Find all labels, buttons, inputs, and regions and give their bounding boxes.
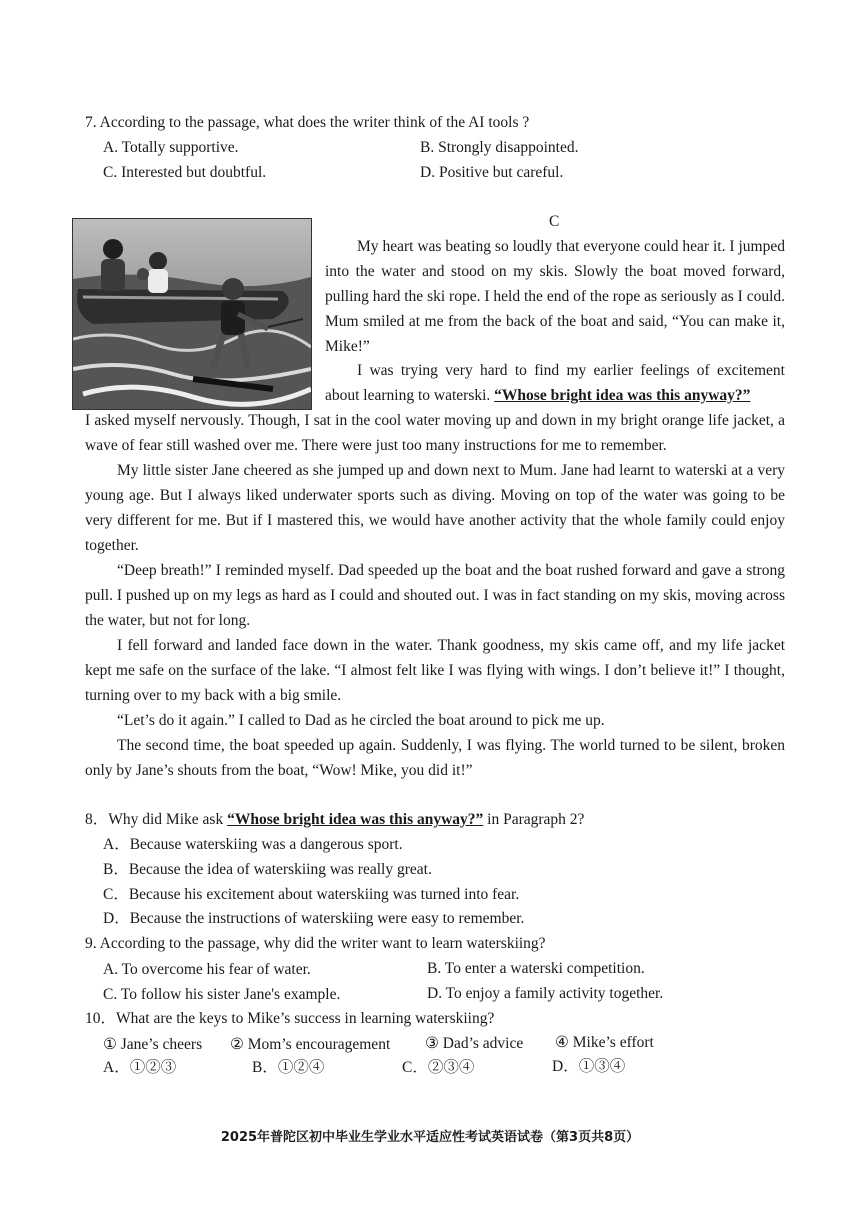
paragraph-2-text: I was trying very hard to find my earlier feelings of excitement about learning to waterski.	[325, 362, 785, 404]
q8-option-c: C．Because his excitement about waterskiing was turned into fear.	[103, 886, 520, 903]
q8-option-a: A．Because waterskiing was a dangerous sport.	[103, 836, 403, 853]
question-7: 7. According to the passage, what does the writer think of the AI tools ?	[85, 114, 530, 131]
q8-quote: “Whose bright idea was this anyway?”	[227, 811, 484, 828]
key-quote: “Whose bright idea was this anyway?”	[494, 387, 751, 404]
q9-option-d: D. To enjoy a family activity together.	[427, 985, 664, 1002]
q10-option-b: B．①②④	[252, 1059, 325, 1076]
q9-option-a: A. To overcome his fear of water.	[103, 961, 311, 978]
q8-text-before: 8．Why did Mike ask	[85, 811, 228, 828]
q10-option-a: A．①②③	[103, 1059, 177, 1076]
q7-option-d: D. Positive but careful.	[420, 164, 564, 181]
page-footer: 2025年普陀区初中毕业生学业水平适应性考试英语试卷（第3页共8页）	[220, 1130, 640, 1145]
waterskiing-illustration	[73, 219, 311, 409]
waterskiing-photo	[72, 218, 312, 410]
question-8	[85, 810, 584, 830]
q10-item-2: ② Mom’s encouragement	[230, 1036, 391, 1053]
passage-paragraph-7: The second time, the boat speeded up again. Suddenly, I was flying. The world turned to be silent, broken only by Jane’s shouts from the boat, “Wow! Mike, you did it!”	[85, 737, 785, 779]
passage-paragraph-6: “Let’s do it again.” I called to Dad as he circled the boat around to pick me up.	[117, 712, 605, 729]
q10-option-c: C．②③④	[402, 1059, 475, 1076]
question-10: 10．What are the keys to Mike’s success in learning waterskiing?	[85, 1010, 495, 1027]
passage-paragraph-2-end: I asked myself nervously. Though, I sat in the cool water moving up and down in my bright orange life jacket, a wave of fear still washed over me. There were just too many instructions for me to remember.	[85, 412, 785, 454]
passage-paragraph-2-start	[325, 358, 785, 408]
question-9: 9. According to the passage, why did the writer want to learn waterskiing?	[85, 935, 546, 952]
q7-option-a: A. Totally supportive.	[103, 139, 239, 156]
q7-option-c: C. Interested but doubtful.	[103, 164, 267, 181]
q9-option-b: B. To enter a waterski competition.	[427, 960, 645, 977]
q9-option-c: C. To follow his sister Jane's example.	[103, 986, 341, 1003]
q7-option-b: B. Strongly disappointed.	[420, 139, 579, 156]
q10-item-3: ③ Dad’s advice	[425, 1035, 524, 1052]
q10-option-d: D．①③④	[552, 1058, 626, 1075]
q8-option-d: D．Because the instructions of waterskiing were easy to remember.	[103, 910, 525, 927]
passage-paragraph-5: I fell forward and landed face down in the water. Thank goodness, my skis came off, and my life jacket kept me safe on the surface of the lake. “I almost felt like I was flying with wings. I don’t believe it!” I thought, turning over to my back with a big smile.	[85, 637, 785, 704]
passage-paragraph-1: My heart was beating so loudly that everyone could hear it. I jumped into the water and stood on my skis. Slowly the boat moved forward, pulling hard the ski rope. I held the end of the rope as seriously as I could. Mum smiled at me from the back of the boat and said, “You can make it, Mike!”	[325, 238, 785, 355]
passage-paragraph-3: My little sister Jane cheered as she jumped up and down next to Mum. Jane had learnt to waterski at a very young age. But I always liked underwater sports such as diving. Moving on top of the water was going to be very different for me. But if I mastered this, we would have another activity that the whole family could enjoy together.	[85, 462, 785, 554]
q10-item-1: ① Jane’s cheers	[103, 1036, 203, 1053]
q8-text-after: in Paragraph 2?	[483, 811, 585, 828]
passage-paragraph-4: “Deep breath!” I reminded myself. Dad speeded up the boat and the boat rushed forward and gave a strong pull. I pushed up on my legs as hard as I could and shouted out. I was in fact standing on my skis, moving across the water, but not for long.	[85, 562, 785, 629]
q8-option-b: B．Because the idea of waterskiing was really great.	[103, 861, 432, 878]
passage-heading: C	[549, 213, 560, 230]
q10-item-4: ④ Mike’s effort	[555, 1034, 654, 1051]
